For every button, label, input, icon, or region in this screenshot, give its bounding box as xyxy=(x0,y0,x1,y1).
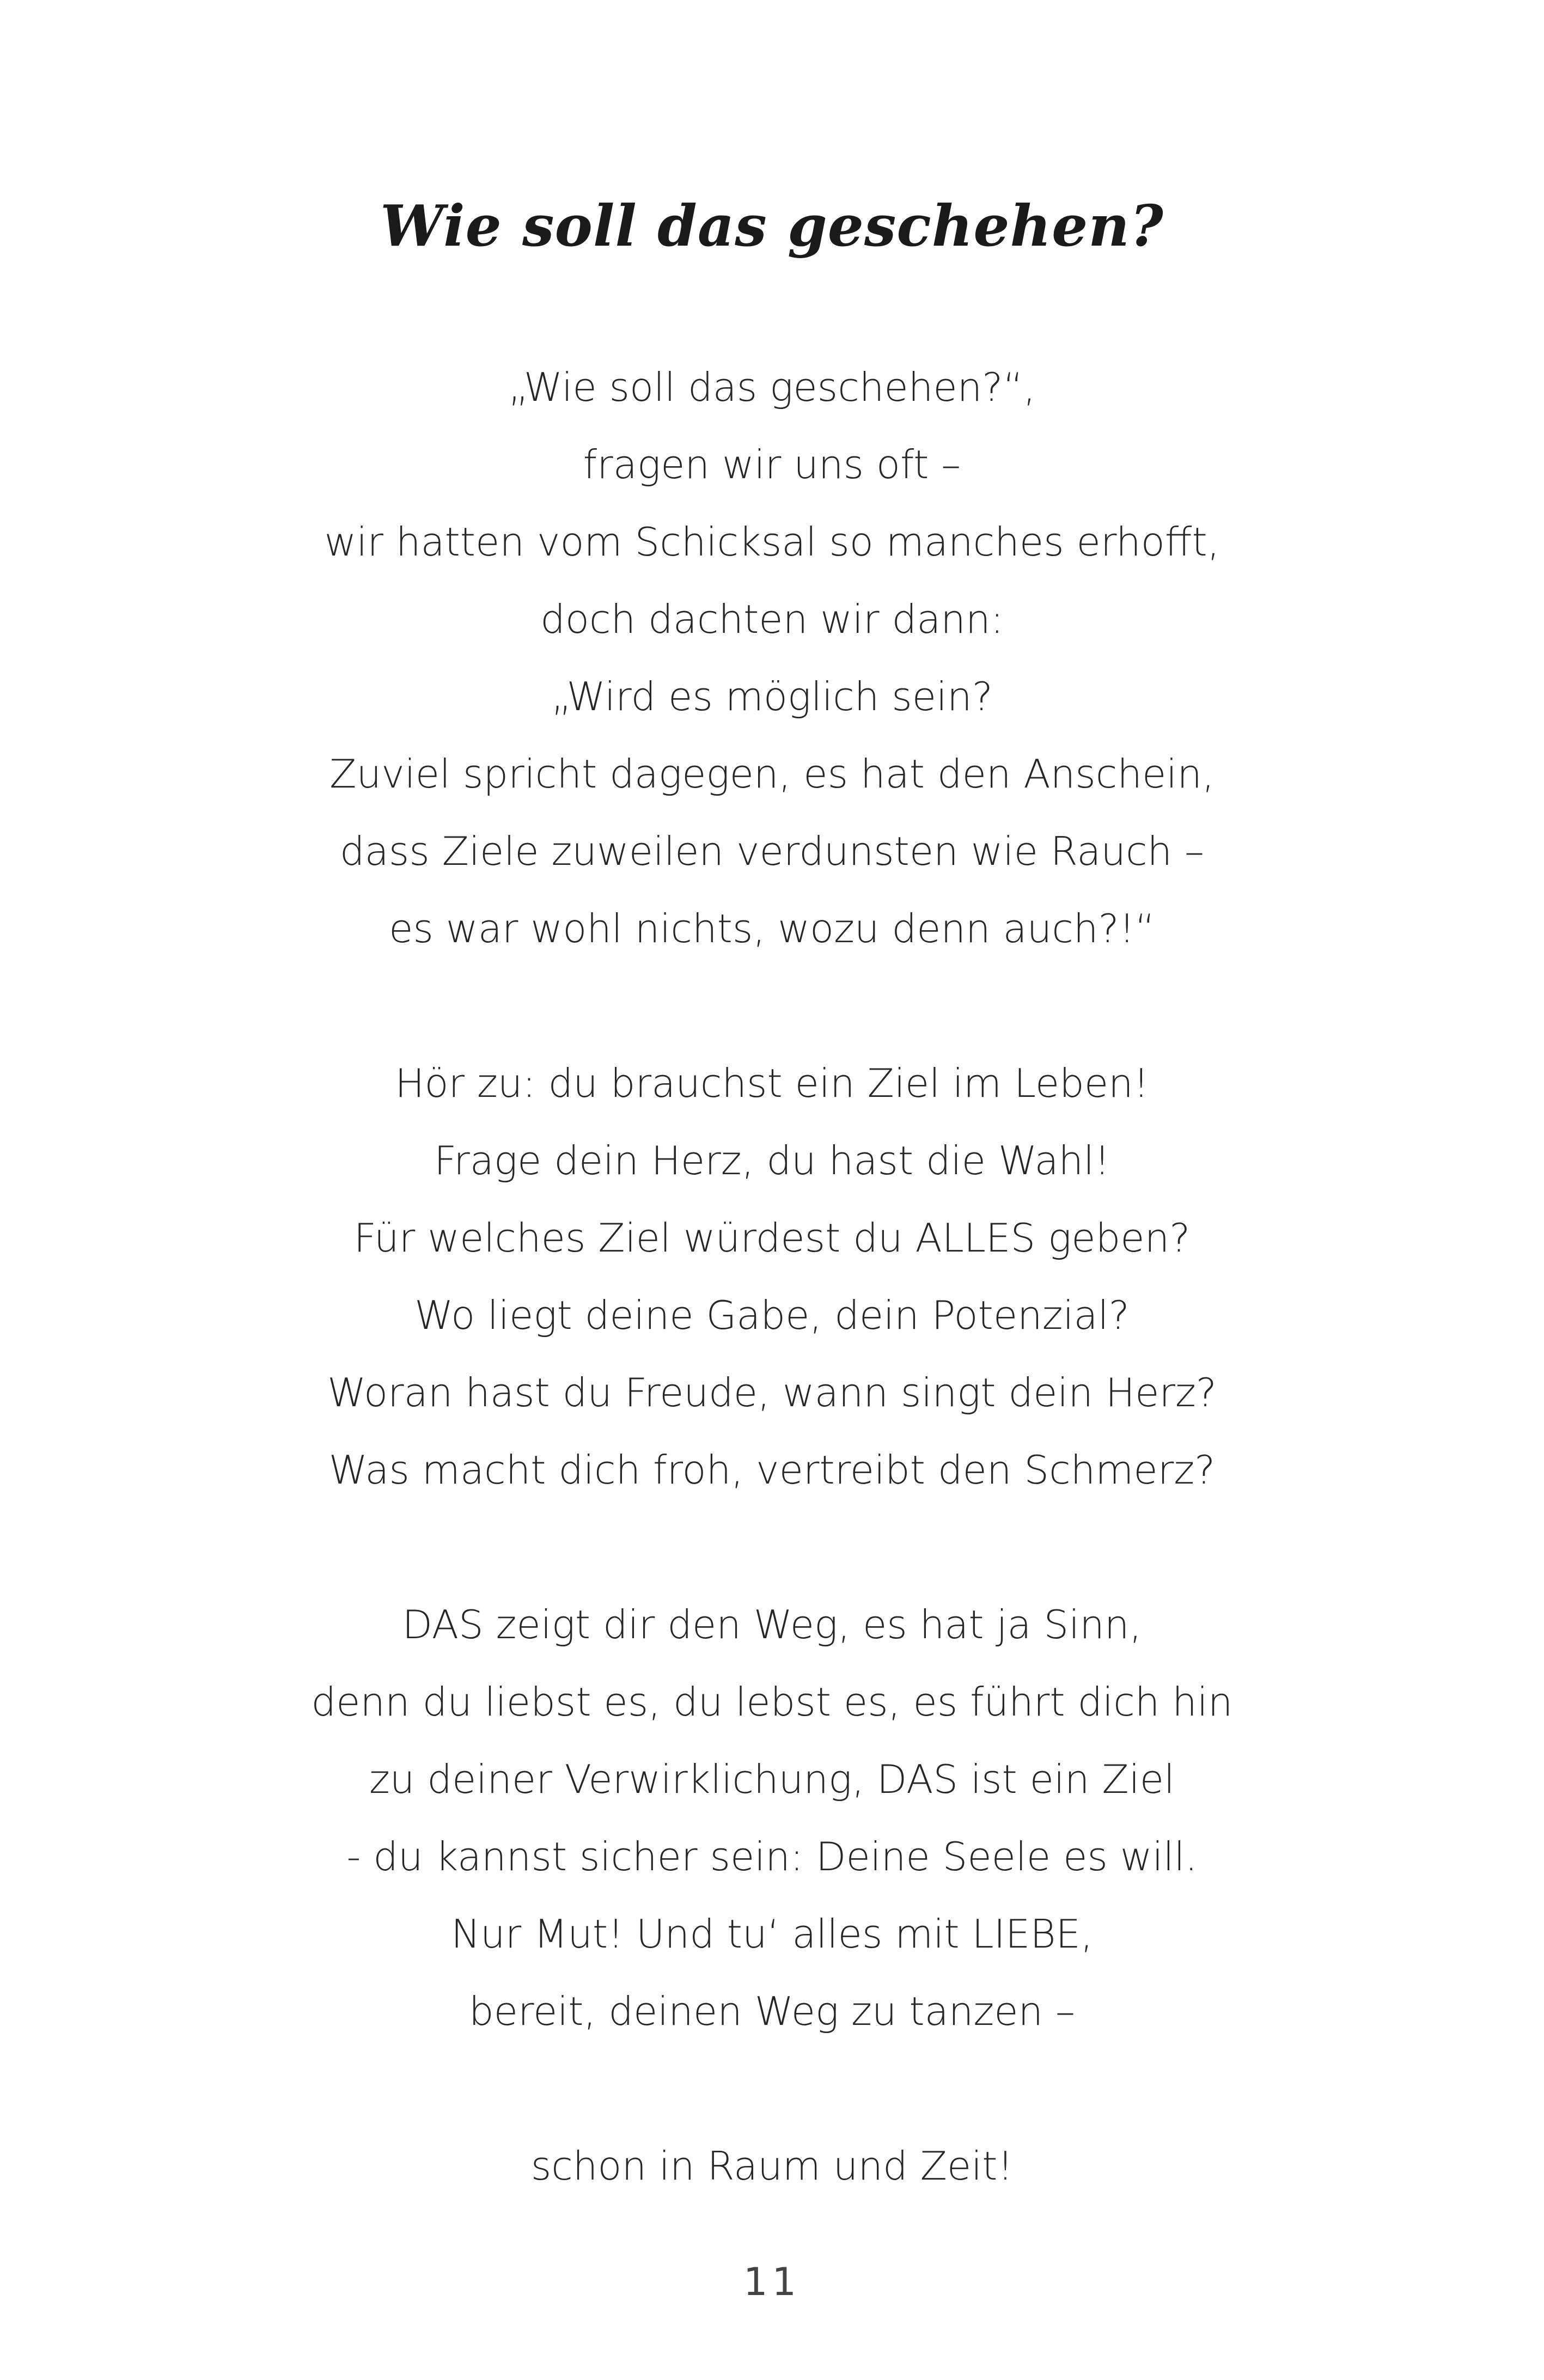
poem-line: - du kannst sicher sein: Deine Seele es will. xyxy=(346,1834,1198,1879)
poem-line: schon in Raum und Zeit! xyxy=(530,2143,1014,2189)
stanza-2 xyxy=(0,1045,1544,1509)
poem-line: doch dachten wir dann: xyxy=(540,596,1004,642)
stanza-3 xyxy=(0,1586,1544,2050)
poem-line: Für welches Ziel würdest du ALLES geben? xyxy=(353,1215,1191,1261)
poem-line: es war wohl nichts, wozu denn auch?!“ xyxy=(389,906,1155,951)
stanza-4 xyxy=(0,2127,1544,2205)
poem-line: dass Ziele zuweilen verdunsten wie Rauch – xyxy=(339,828,1205,874)
poem-line: „Wie soll das geschehen?“, xyxy=(508,364,1036,410)
poem-line: DAS zeigt dir den Weg, es hat ja Sinn, xyxy=(402,1602,1142,1647)
poem-line: denn du liebst es, du lebst es, es führt dich hin xyxy=(311,1679,1233,1725)
poem-line: Nur Mut! Und tu‘ alles mit LIEBE, xyxy=(451,1911,1093,1957)
poem-title: Wie soll das geschehen? xyxy=(380,192,1164,259)
poem-line: bereit, deinen Weg zu tanzen – xyxy=(468,1988,1076,2034)
poem-line: „Wird es möglich sein? xyxy=(551,674,993,719)
stanza-1 xyxy=(0,349,1544,967)
poem-line: wir hatten vom Schicksal so manches erhofft, xyxy=(324,519,1220,565)
poem-line: Frage dein Herz, du hast die Wahl! xyxy=(434,1138,1110,1183)
poem-line: Hör zu: du brauchst ein Ziel im Leben! xyxy=(395,1060,1149,1106)
poem-body xyxy=(0,349,1544,2205)
poem-line: Wo liegt deine Gabe, dein Potenzial? xyxy=(414,1292,1130,1338)
poem-line: Zuviel spricht dagegen, es hat den Anschein, xyxy=(329,751,1215,797)
poem-line: fragen wir uns oft – xyxy=(583,442,961,487)
poem-line: zu deiner Verwirklichung, DAS ist ein Ziel xyxy=(369,1756,1175,1802)
page-number: 11 xyxy=(743,2260,801,2304)
poem-line: Was macht dich froh, vertreibt den Schmerz? xyxy=(328,1447,1216,1493)
poem-line: Woran hast du Freude, wann singt dein Herz? xyxy=(327,1370,1217,1415)
